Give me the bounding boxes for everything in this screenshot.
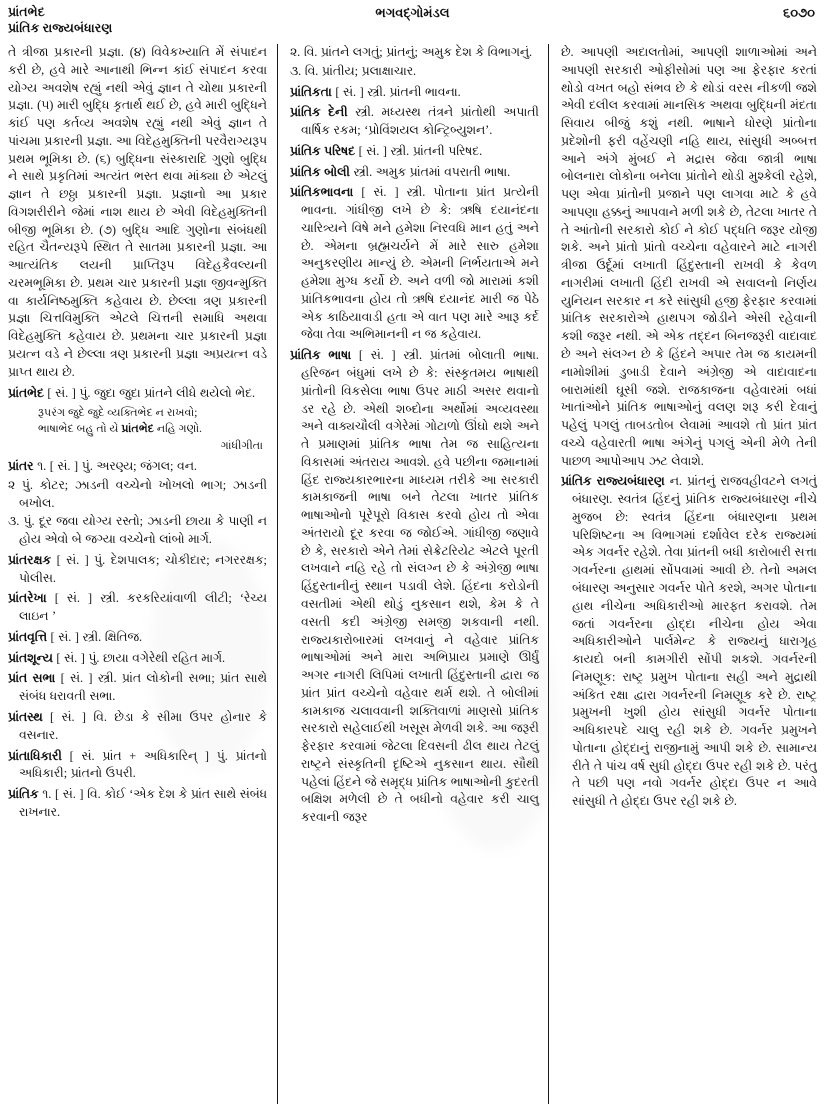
column-container (6, 44, 819, 1104)
entry-sense: ૩. પું. દૂર જવા યોગ્ય રસ્તો; ઝાડની છાયા કે પાણી ન હોય એવો બે જગ્યા વચ્ચેનો લાંબો માર્ગ. (8, 514, 267, 547)
entry-body: [ સં. ] સ્ત્રી. ક્ષિતિજ. (46, 629, 143, 644)
entry-body: ૧. [ સં. ] વિ. કોઈ ‘એક દેશ કે પ્રાંત સાથે સંબંધ રાખનાર. (19, 787, 267, 819)
entry-body: [ સં. ] પું. જુદા જુદા પ્રાંતને લીધે થયેલો ભેદ. (43, 385, 256, 400)
dictionary-entry (290, 143, 539, 161)
entry-body: [ સં. ] વિ. છેડા કે સીમા ઉપર હોનાર કે વસનાર. (19, 709, 267, 742)
running-head-left-line2: પ્રાંતિક રાજ્યબંધારણ (8, 21, 113, 35)
headword: પ્રાંતિક દેની (289, 105, 348, 120)
headword: પ્રાંત સભા (8, 671, 56, 686)
dictionary-entry (290, 164, 539, 182)
dictionary-entry (8, 629, 267, 647)
dictionary-entry (8, 786, 267, 822)
entry-body: [ સં. ] સ્ત્રી. પ્રાંતમાં બોલાતી ભાષા. હરિજન બંધુમાં લખે છે કે: સંસ્કૃતમય ભાષાથી પ્રાંતોની વિકસેલા ભાષા ઉપર માઠી અસર થવાનો ડર રહે છે. એથી શબ્દોના અર્થોમાં અવ્યવસ્થા અને વાક્યચૌલી વગેરેમાં ગોટાળો ઊંઘો થશે અને તે પ્રમાણમાં પ્રાંતિક ભાષા તેમ જ સાહિત્યના વિકાસમાં અંતરાય આવશે. હવે પછીના જમાનામાં હિંદ રાજ્યકારભારના માધ્યમ તરીકે આ સરકારી કામકાજની ભાષા બને તેટલા ખાતર પ્રાંતિક ભાષાઓનો પૂરેપૂરો વિકાસ કરવો હોય તો એવા અંતરાયો દૂર કરવા જ જોઈએ. ગાંધીજી જણાવે છે કે, સરકારો એને તેમાં સેક્રેટરિયેટ એટલે પૂરતી લખવાને નહિ રહે તો સંલગ્ન છે કે અંગ્રેજી ભાષા હિંદુસ્તાનીનું સ્થાન પડાવી લેશે. હિંદના કરોડોની વસતીમાં એથી થોડું નુકસાન થશે, કેમ કે તે વસતી કદી અંગ્રેજી સમજી શકવાની નથી. રાજ્યકારોબારમાં લખવાનું ને વહેવાર પ્રાંતિક ભાષાઓમાં અને મારા અભિપ્રાય પ્રમાણે ઊર્ધું અગર નાગરી લિપિમાં લખાતી હિંદુસ્તાની દ્વારા જ પ્રાંત પ્રાંત વચ્ચેનો વહેવાર થર્મ થશે. તે બોલીમાં કામકાજ ચલાવવાની શક્તિવાળાં માણસો પ્રાંતિક સરકારો સહેલાઈથી ખસૂસ મેળવી શકે. આ જરૂરી ફેરફાર કરવામાં જેટલા દિવસની ઢીલ થાય તેટલું રાષ્ટ્રને સંસ્કૃતિની દૃષ્ટિએ નુકસાન થાય. સૌથી પહેલાં હિંદને જે સમૃદ્ધ પ્રાંતિક ભાષાઓની કુદરતી બક્ષિશ મળેલી છે તે બધીનો વહેવાર કરી ચાલુ કરવાની જરૂર (300, 348, 539, 825)
entry-body: ન. પ્રાંતનું રાજવહીવટને લગતું બંધારણ. સ્વતંત્ર હિંદનું પ્રાંતિક રાજ્યબંધારણ નીચે મુજબ છે: સ્વતંત્ર હિંદના બંધારણના પ્રથમ પરિશિષ્ટના અ વિભાગમાં દર્શાવેલ દરેક રાજ્યમાં એક ગવર્નર રહેશે. તેવા પ્રાંતની બધી કારોબારી સત્તા ગવર્નરના હાથમાં સોંપવામાં આવી છે. તેનો અમલ બંધારણ અનુસાર ગવર્નર પોતે કરશે, અગર પોતાના હાથ નીચેના અધિકારીઓ મારફત કરાવશે. તેમ જતાં ગવર્નરના હોદ્દા નીચેના હોય એવા અધિકારીઓને પાર્લમેન્ટ કે રાજ્યનું ધારાગૃહ કાયદો બની કામગીરી સોંપી શકશે. ગવર્નરની નિમણૂક: રાષ્ટ્ર પ્રમુખ પોતાના સહી અને મુદ્રાથી અંકિત રક્ષા દ્વારા ગવર્નરની નિમણૂક કરે છે. રાષ્ટ્ર પ્રમુખની ખુશી હોય સાંસુધી ગવર્નર પોતાના અધિકારપદે ચાલુ રહી શકે છે. ગવર્નર પ્રમુખને પોતાના હોદ્દાનું રાજીનામું આપી શકે છે. સામાન્ય રીતે તે પાંચ વર્ષ સુધી હોદ્દા ઉપર રહી શકે છે. પરંતુ તે પછી પણ નવો ગવર્નર હોદ્દા ઉપર ન આવે સાંસુધી તે હોદ્દા ઉપર રહી શકે છે. (571, 474, 817, 809)
page-number: ૬૦૭૦ (783, 5, 815, 20)
verse-line-2-headword: પ્રાંતભેદ (121, 423, 155, 436)
column-2 (277, 44, 548, 1104)
headword: પ્રાંતરેખા (8, 591, 47, 606)
headword: પ્રાંતશૂન્ય (8, 650, 53, 665)
dictionary-entry (8, 650, 267, 668)
verse-line-1: રૂપરંગ જુદે જુદે વ્યક્તિભેદ ન રાખવો; (38, 407, 198, 420)
entry-sense: ૨ પું. કોટર; ઝાડની વચ્ચેનો ખોખલો ભાગ; ઝાડની બખોલ. (8, 477, 267, 510)
verse-source: ગાંધીગીતા (220, 440, 263, 453)
dictionary-entry (8, 670, 267, 706)
entry-body: [ સં. પ્રાંત + અધિકારિન્ ] પું. પ્રાંતનો અધિકારી; પ્રાંતનો ઉપરી. (19, 748, 267, 781)
entry-sense: ૨. વિ. પ્રાંતને લગતું; પ્રાંતનું; અમુક દેશ કે વિભાગનું. (289, 45, 533, 59)
headword: પ્રાંતિક ભાષા (289, 348, 352, 363)
dictionary-entry (8, 458, 267, 476)
headword: પ્રાંતસ્થ (8, 709, 43, 724)
entry-body: [ સં. ] પું. છાયા વગેરેથી રહિત માર્ગ. (52, 650, 226, 665)
dictionary-entry (290, 347, 539, 827)
headword: પ્રાંતિક પરિષદ (289, 143, 356, 158)
verse-line-2 (38, 422, 267, 438)
running-head-left-line1: પ્રાંતભેદ (8, 5, 45, 19)
headword: પ્રાંતરક્ષક (8, 552, 52, 567)
verse-line-2-pre: ભાષાભેદ બહુ તો યે (38, 423, 122, 436)
dictionary-entry (8, 385, 267, 403)
entry-sense: ૩. વિ. પ્રાંતીય; પ્રલાક્ષાચાર. (289, 63, 417, 78)
dictionary-entry (290, 84, 539, 102)
headword: પ્રાંતિક બોલી (289, 164, 350, 179)
column-1 (6, 44, 277, 1104)
dictionary-entry (8, 748, 267, 784)
headword: પ્રાંતભેદ (8, 385, 44, 400)
verse-quote (8, 406, 267, 455)
dictionary-entry (561, 473, 817, 811)
column-3 (548, 44, 819, 1104)
entry-body: [ સં. ] સ્ત્રી. પ્રાંત લોકોની સભા; પ્રાંત સાથે સંબંધ ધરાવતી સભા. (19, 671, 267, 704)
entry-body: સ્ત્રી. મધ્યસ્થ તંત્રને પ્રાંતોથી અપાતી વાર્ષિક રકમ; ‘પ્રોવિંશયલ કોન્ટ્રિબ્યુશન’. (300, 105, 539, 138)
dictionary-entry (8, 552, 267, 588)
headword: પ્રાંતિકતા (289, 84, 332, 99)
headword: પ્રાંતિક રાજ્યબંધારણ (560, 474, 665, 489)
headword: પ્રાંતિક (8, 787, 39, 802)
running-head (6, 4, 819, 44)
continued-paragraph: છે. આપણી અદાલતોમાં, આપણી શાળાઓમાં અને આપણી સરકારી ઓફીસોમાં પણ આ ફેરફાર કરતાં થોડો વખત બહો સંભવ છે કે થોડાં વરસ નીકળી જશે એવી દલીલ કરવામાં માનસિક અથવા બુદ્ધિની મંદતા સિવાય બીજું કશું નથી. ભાષાને ધોરણે પ્રાંતોના પ્રદેશોની ફરી વહેંચણી નહિ થાય, સાંસુધી અબ્બત્ત આને અંગે મુંબઈ ને મદ્રાસ જેવા જાત્રી ભાષા બોલનારા લોકોના બનેલા પ્રાંતોને થોડી મુશ્કેલી રહેશે, પણ એવા પ્રાંતોની પ્રજાને પણ લાગવા માટે કે હવે આપણા હક્કનું આપવાને મળી શકે છે, તેટલા ખાતર તે તે આંતોની સરકારો કોઈ ને કોઈ પદ્ધતિ જરૂર યોજી શકે. અને પ્રાંતો પ્રાંતો વચ્ચેના વહેવારને માટે નાગરી ત્રીજા ઉર્દૂમાં લખાતી હિંદુસ્તાની રાખવી કે કેવળ નાગરીમાં લખાતી હિંદી રાખવી એ સવાલનો નિર્ણય યુનિયન સરકાર ન કરે સાંસુધી હજી ફેરફાર કરવામાં પ્રાંતિક સરકારોએ હાથપગ જોડીને એસી રહેવાની કશી જરૂર નથી. એ એક તદ્દન બિનજરૂરી વાદાવાદ છે અને સંલગ્ન છે કે હિંદને અપાર તેમ જ કાયમની નામોશીમાં ડુબાડી દેવાને અંગ્રેજી એ વાદાવાદના બારામાંથી ઘૂસી જશે. રાજકાજના વહેવારમાં બધાં ખાતાંઓને પ્રાંતિક ભાષાઓનું વલણ શરૂ કરી દેવાનું પહેલું પગલું તાબડતોબ લેવામાં આવશે તો પ્રાંત પ્રાંત વચ્ચે વહેવારતી ભાષા અંગેનું પગલું એની મેળે તેની પાછળ આપોઆપ ઝટ લેવાશે. (560, 45, 817, 468)
entry-body: [ સં. ] સ્ત્રી. પ્રાંતની ભાવના. (331, 84, 461, 99)
headword: પ્રાંતર (8, 459, 34, 474)
book-title: ભગવદ્ગોમંડલ (375, 5, 450, 20)
entry-body: [ સં. ] સ્ત્રી. પ્રાંતની પરિષદ. (355, 143, 483, 158)
continued-paragraph: તે ત્રીજા પ્રકારની પ્રજ્ઞા. (૪) વિવેકખ્યાતિ મેં સંપાદન કરી છે, હવે મારે આનાથી ભિન્ન કાંઈ સંપાદન કરવા યોગ્ય અવશેષ રહ્યું નથી એવું જ્ઞાન તે ચોથા પ્રકારની પ્રજ્ઞા. (૫) મારી બુદ્ધિ કૃતાર્થ થઈ છે, હવે મારી બુદ્ધિને કાંઈ પણ કર્તવ્ય અવશેષ રહ્યું નથી એવું જ્ઞાન તે પાંચમા પ્રકારની પ્રજ્ઞા. આ વિદેહમુક્તિની પરવૈરાગ્યરૂપ પ્રથમ ભૂમિકા છે. (૬) બુદ્ધિના સંસ્કારાદિ ગુણો બુદ્ધિ ને સાથે પ્રકૃતિમાં અત્યંત ભસ્ત થવા માંક્યા છે એટલું જ્ઞાન તે છઠ્ઠા પ્રકારની પ્રજ્ઞા. પ્રજ્ઞાનો આ પ્રકાર વિગશરીરીને જેમાં નાશ થાય છે એવી વિદેહમુક્તિની બીજી ભૂમિકા છે. (૭) બુદ્ધિ આદિ ગુણોના સંબંધથી રહિત ચૈતન્યરૂપે સ્થિત તે સાતમા પ્રકારની પ્રજ્ઞા. આ આત્યંતિક લયની પ્રાપ્તિરૂપ વિદેહકૈવલ્યની ચરમભૂમિકા છે. પ્રથમ ચાર પ્રકારની પ્રજ્ઞા જીવન્મુક્તિ વા કાર્યનિષ્ઠમુક્તિ કહેવાય છે. છેલ્લા ત્રણ પ્રકારની પ્રજ્ઞા ચિત્તવિમુક્તિ એટલે ચિત્તની સમાધિ અથવા વિદેહમુક્તિ કહેવાય છે. પ્રથમના ચાર પ્રકારની પ્રજ્ઞા પ્રયત્ન વડે ને છેલ્લા ત્રણ પ્રકારની પ્રજ્ઞા અપ્રયત્ન વડે પ્રાપ્ત થાય છે. (8, 45, 267, 379)
entry-body: ૧. [ સં. ] પું. અરણ્ય; જંગલ; વન. (33, 459, 197, 474)
entry-body: [ સં. ] પું. દેશપાલક; ચોકીદાર; નગરરક્ષક; પોલીસ. (19, 552, 267, 585)
entry-body: [ સં. ] સ્ત્રી. કરકરિયાંવાળી લીટી; ‘રેચ્ય લાઇન ’ (19, 591, 267, 624)
headword: પ્રાંતવૃત્તિ (8, 629, 47, 644)
headword: પ્રાંતિકભાવના (289, 185, 354, 200)
dictionary-entry (290, 104, 539, 140)
entry-body: સ્ત્રી. અમુક પ્રાંતમાં વપરાતી ભાષા. (349, 164, 511, 179)
entry-body: [ સં. ] સ્ત્રી. પોતાના પ્રાંત પ્રત્યેની ભાવના. ગાંધીજી લખે છે કે: ઋષિ દયાનંદના ચારિત્ર્યને વિષે મને હમેશા નિરવધિ માન હતું અને છે. એમના બ્રહ્મચર્યને મેં મારે સારુ હમેશા અનુકરણીય માન્યું છે. એમની નિર્ભયતાએ મને હમેશા મુગ્ધ કર્યો છે. અને વળી જો મારામાં કશી પ્રાંતિકભાવના હોય તો ઋષિ દયાનંદ મારી જ પેઠે એક કાઠિયાવાડી હતા એ વાત પણ મારે આરૂ કર્દ જેવા તેવા અભિમાનની ન જ કહેવાય. (300, 185, 539, 342)
dictionary-entry (8, 709, 267, 745)
verse-line-2-post: નહિ ગણો. (154, 423, 202, 436)
dictionary-entry (8, 590, 267, 626)
headword: પ્રાંતાધિકારી (8, 748, 62, 763)
dictionary-entry (290, 184, 539, 344)
